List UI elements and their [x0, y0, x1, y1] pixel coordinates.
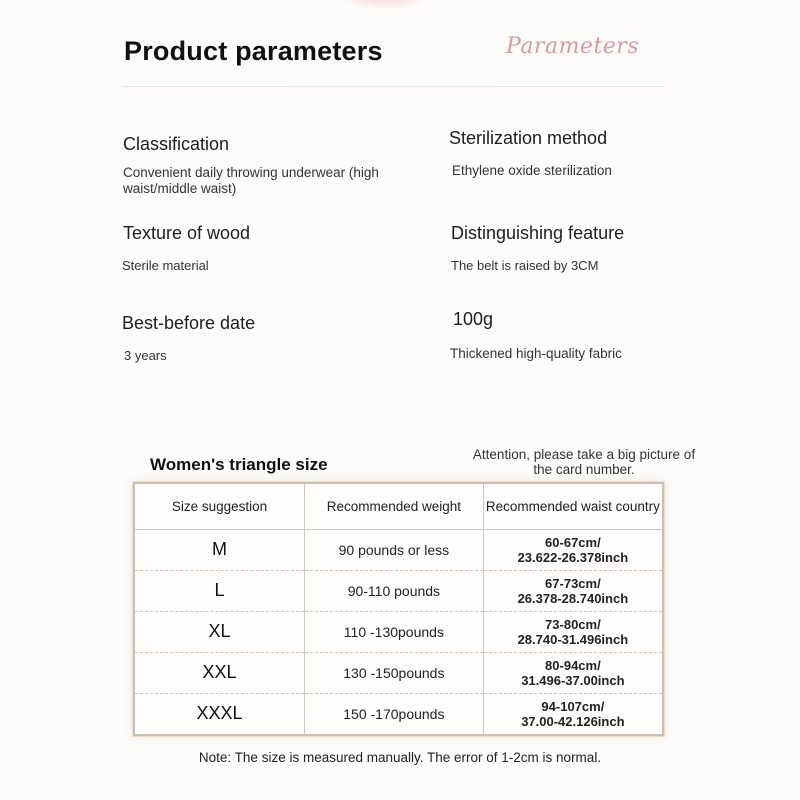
param-label: 100g [453, 309, 494, 329]
table-row [135, 611, 662, 652]
footnote: Note: The size is measured manually. The error of 1-2cm is normal. [198, 750, 602, 765]
waist-inch: 31.496-37.00inch [521, 672, 625, 688]
param-value: Thickened high-quality fabric [450, 346, 622, 361]
waist-cm: 60-67cm/ [545, 534, 601, 550]
waist-cell [483, 693, 662, 734]
param-label: Texture of wood [123, 223, 251, 243]
table-row [135, 529, 662, 570]
waist-cm: 80-94cm/ [545, 657, 601, 673]
weight-cell: 130 -150pounds [305, 652, 484, 693]
param-feature [451, 223, 624, 274]
size-cell: XXXL [135, 693, 305, 734]
param-value: The belt is raised by 3CM [451, 258, 599, 273]
waist-inch: 23.622-26.378inch [517, 549, 629, 565]
param-value: Convenient daily throwing underwear (high waist/middle waist) [123, 165, 379, 196]
header-waist: Recommended waist country [483, 484, 662, 529]
size-cell: XL [135, 611, 305, 652]
weight-cell: 150 -170pounds [305, 693, 484, 734]
table-row [135, 652, 662, 693]
size-cell: XXL [135, 652, 305, 693]
param-label: Best-before date [122, 313, 256, 333]
param-value: Sterile material [122, 258, 209, 273]
param-label: Sterilization method [449, 128, 608, 148]
param-label: Classification [123, 134, 230, 154]
page-title: Product parameters [124, 36, 383, 66]
waist-cm: 73-80cm/ [545, 616, 601, 632]
weight-cell: 110 -130pounds [305, 611, 484, 652]
weight-cell: 90 pounds or less [305, 529, 484, 570]
waist-cm: 94-107cm/ [541, 698, 605, 714]
waist-cell [483, 570, 662, 611]
waist-inch: 28.740-31.496inch [517, 631, 629, 647]
header-size: Size suggestion [135, 484, 305, 529]
table-header-row [135, 484, 662, 529]
size-section-title: Women's triangle size [150, 455, 328, 474]
waist-cell [483, 652, 662, 693]
script-title: Parameters [506, 34, 640, 59]
divider [122, 86, 664, 87]
param-texture [123, 223, 250, 274]
param-label: Distinguishing feature [451, 223, 625, 243]
param-best-before [122, 313, 255, 364]
attention-text: Attention, please take a big picture of the card number. [472, 447, 696, 477]
header-weight: Recommended weight [305, 484, 484, 529]
waist-cell [483, 529, 662, 570]
param-weight [450, 309, 622, 362]
waist-inch: 26.378-28.740inch [517, 590, 629, 606]
param-classification [123, 134, 383, 197]
waist-cm: 67-73cm/ [545, 575, 601, 591]
table-row [135, 693, 662, 734]
size-cell: M [212, 539, 227, 559]
size-table [133, 482, 664, 736]
param-value: 3 years [124, 348, 167, 363]
param-sterilization [449, 128, 612, 179]
header [0, 0, 800, 100]
size-cell: L [135, 570, 305, 611]
waist-inch: 37.00-42.126inch [521, 713, 625, 729]
table-row [135, 570, 662, 611]
waist-cell [483, 611, 662, 652]
param-value: Ethylene oxide sterilization [452, 163, 612, 178]
weight-cell: 90-110 pounds [305, 570, 484, 611]
